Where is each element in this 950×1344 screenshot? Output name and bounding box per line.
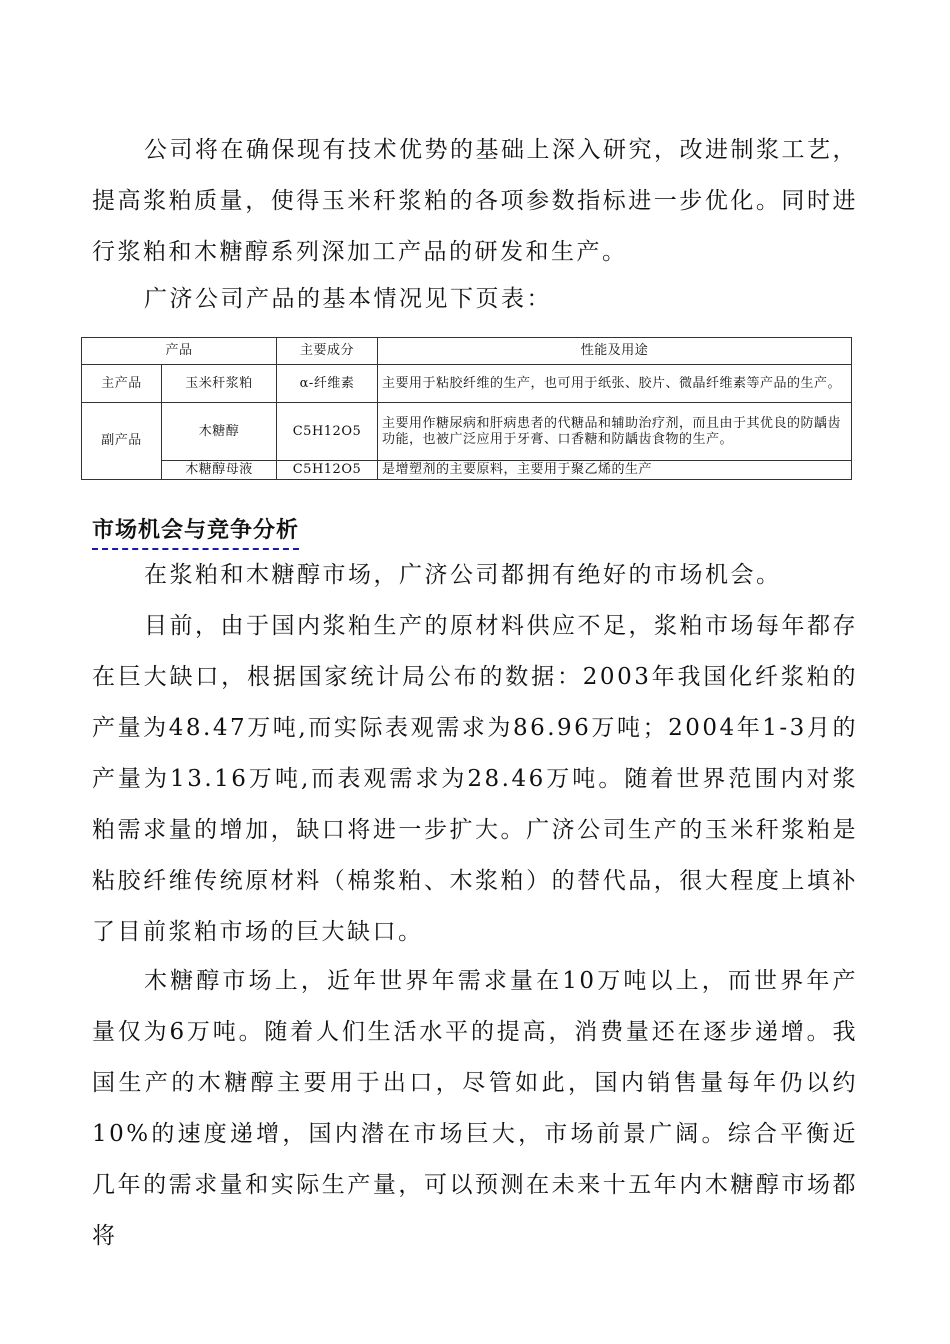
table-header-row bbox=[82, 338, 852, 365]
body-paragraph: 在浆粕和木糖醇市场，广济公司都拥有绝好的市场机会。 bbox=[144, 562, 782, 588]
table-cell-usage: 主要用于粘胶纤维的生产，也可用于纸张、胶片、微晶纤维素等产品的生产。 bbox=[378, 365, 852, 403]
body-paragraph: 公司将在确保现有技术优势的基础上深入研究，改进制浆工艺，提高浆粕质量，使得玉米秆浆粕的各项参数指标进一步优化。同时进行浆粕和木糖醇系列深加工产品的研发和生产。 bbox=[92, 137, 858, 265]
table-cell-component: C5H12O5 bbox=[277, 461, 378, 480]
table-row bbox=[82, 365, 852, 403]
table-cell-category: 副产品 bbox=[82, 403, 162, 480]
table-cell-component: α-纤维素 bbox=[277, 365, 378, 403]
table-header-cell: 产品 bbox=[82, 338, 277, 365]
table-row bbox=[82, 403, 852, 461]
table-cell-product: 木糖醇 bbox=[162, 403, 277, 461]
table-header-cell: 主要成分 bbox=[277, 338, 378, 365]
table-cell-product: 玉米秆浆粕 bbox=[162, 365, 277, 403]
body-paragraph: 广济公司产品的基本情况见下页表： bbox=[144, 286, 552, 312]
table-header-cell: 性能及用途 bbox=[378, 338, 852, 365]
body-paragraph: 目前，由于国内浆粕生产的原材料供应不足，浆粕市场每年都存在巨大缺口，根据国家统计局公布的数据：2003年我国化纤浆粕的产量为48.47万吨,而实际表观需求为86.96万吨；2004年1-3月的产量为13.16万吨,而表观需求为28.46万吨。随着世界范围内对浆粕需求量的增加，缺口将进一步扩大。广济公司生产的玉米秆浆粕是粘胶纤维传统原材料（棉浆粕、木浆粕）的替代品，很大程度上填补了目前浆粕市场的巨大缺口。 bbox=[92, 613, 858, 945]
product-table bbox=[81, 337, 852, 480]
table-cell-component: C5H12O5 bbox=[277, 403, 378, 461]
table-cell-usage: 主要用作糖尿病和肝病患者的代糖品和辅助治疗剂，而且由于其优良的防龋齿功能，也被广泛应用于牙膏、口香糖和防龋齿食物的生产。 bbox=[378, 403, 852, 461]
table-cell-category: 主产品 bbox=[82, 365, 162, 403]
section-heading: 市场机会与竞争分析 bbox=[92, 513, 299, 550]
table-cell-product: 木糖醇母液 bbox=[162, 461, 277, 480]
body-paragraph: 木糖醇市场上，近年世界年需求量在10万吨以上，而世界年产量仅为6万吨。随着人们生活水平的提高，消费量还在逐步递增。我国生产的木糖醇主要用于出口，尽管如此，国内销售量每年仍以约10%的速度递增，国内潜在市场巨大，市场前景广阔。综合平衡近几年的需求量和实际生产量，可以预测在未来十五年内木糖醇市场都将 bbox=[92, 968, 858, 1249]
table-cell-usage: 是增塑剂的主要原料，主要用于聚乙烯的生产 bbox=[378, 461, 852, 480]
table-row bbox=[82, 461, 852, 480]
